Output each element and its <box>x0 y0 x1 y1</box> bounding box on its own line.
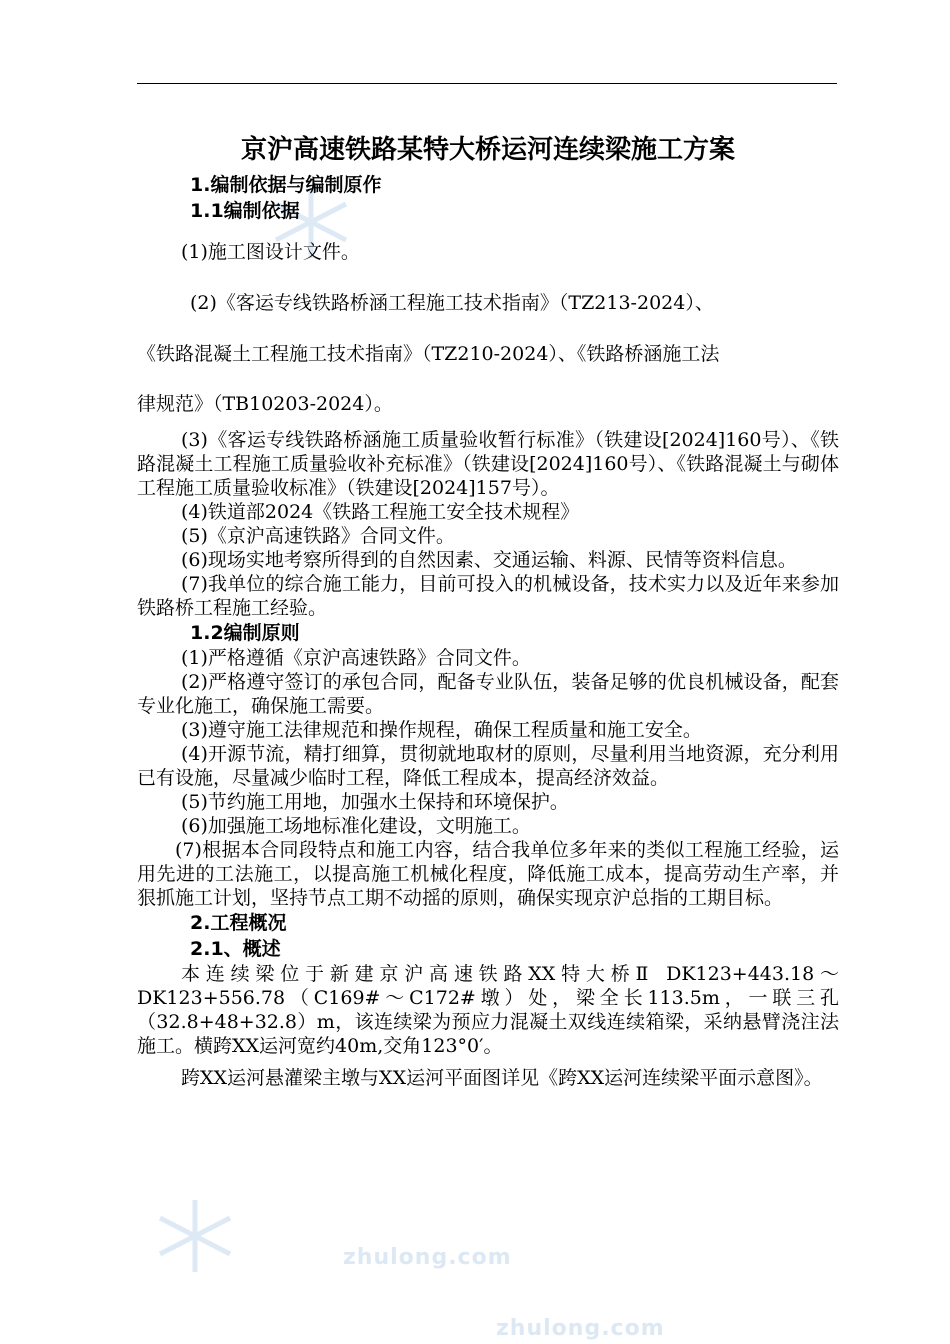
paragraph: 《铁路混凝土工程施工技术指南》（TZ210-2024）、《铁路桥涵施工法 <box>137 343 720 365</box>
paragraph: (3)遵守施工法律规范和操作规程，确保工程质量和施工安全。 <box>181 719 702 741</box>
paragraph: 本连续梁位于新建京沪高速铁路XX特大桥Ⅱ DK123+443.18～DK123+556.78（C169#～C172#墩）处，梁全长113.5m，一联三孔（32.8+48+32.8）m，该连续梁为预应力混凝土双线连续箱梁，采纳悬臂浇注法施工。横跨XX运河宽约40m,交角123°0′。 <box>137 963 839 1057</box>
section-heading: 2.工程概况 <box>190 912 287 934</box>
watermark-logo-icon <box>152 1196 238 1276</box>
paragraph: (6)现场实地考察所得到的自然因素、交通运输、料源、民情等资料信息。 <box>181 549 797 571</box>
subsection-heading: 2.1、概述 <box>190 938 281 960</box>
paragraph: (6)加强施工场地标准化建设，文明施工。 <box>181 815 531 837</box>
paragraph: (4)铁道部2024《铁路工程施工安全技术规程》 <box>181 501 580 523</box>
paragraph: (5)节约施工用地，加强水土保持和环境保护。 <box>181 791 569 813</box>
paragraph: (2)严格遵守签订的承包合同，配备专业队伍，装备足够的优良机械设备，配套专业化施工，确保施工需要。 <box>137 671 839 717</box>
paragraph: 跨XX运河悬灌梁主墩与XX运河平面图详见《跨XX运河连续梁平面示意图》。 <box>181 1067 823 1089</box>
header-rule <box>137 83 837 84</box>
paragraph: (7)我单位的综合施工能力，目前可投入的机械设备，技术实力以及近年来参加铁路桥工程施工经验。 <box>137 573 839 619</box>
paragraph: (5)《京沪高速铁路》合同文件。 <box>181 525 455 547</box>
watermark-text: zhulong.com <box>496 1316 665 1341</box>
paragraph: (3)《客运专线铁路桥涵施工质量验收暂行标准》（铁建设[2024]160号）、《铁路混凝土工程施工质量验收补充标准》（铁建设[2024]160号）、《铁路混凝土与砌体工程施工质量验收标准》（铁建设[2024]157号）。 <box>137 429 839 499</box>
paragraph: (2)《客运专线铁路桥涵工程施工技术指南》（TZ213-2024）、 <box>190 292 714 314</box>
paragraph: (7)根据本合同段特点和施工内容，结合我单位多年来的类似工程施工经验，运用先进的工法施工，以提高施工机械化程度，降低施工成本，提高劳动生产率，并狠抓施工计划，坚持节点工期不动摇的原则，确保实现京沪总指的工期目标。 <box>137 839 839 909</box>
document-title: 京沪高速铁路某特大桥运河连续梁施工方案 <box>240 135 735 165</box>
paragraph: (1)严格遵循《京沪高速铁路》合同文件。 <box>181 647 531 669</box>
subsection-heading: 1.1编制依据 <box>190 200 300 222</box>
section-heading: 1.编制依据与编制原作 <box>190 174 382 196</box>
paragraph: (1)施工图设计文件。 <box>181 241 360 263</box>
paragraph: (4)开源节流，精打细算，贯彻就地取材的原则，尽量利用当地资源，充分利用已有设施，尽量减少临时工程，降低工程成本，提高经济效益。 <box>137 743 839 789</box>
paragraph: 律规范》（TB10203-2024）。 <box>137 393 393 415</box>
watermark-text: zhulong.com <box>343 1245 512 1270</box>
document-body <box>137 128 839 1090</box>
subsection-heading: 1.2编制原则 <box>190 622 300 644</box>
